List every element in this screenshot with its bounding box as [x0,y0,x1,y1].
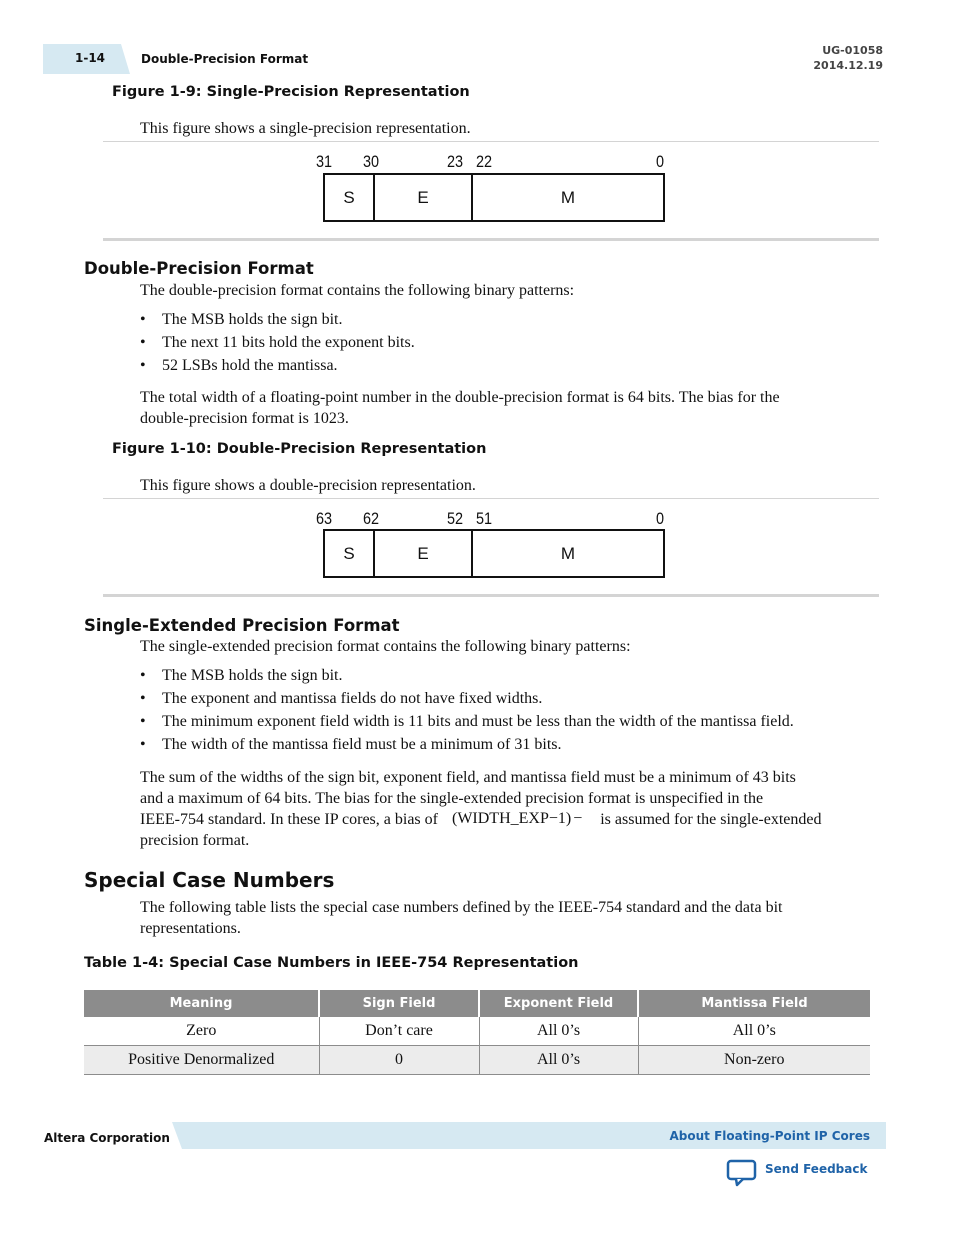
doc-date: 2014.12.19 [813,59,883,72]
double-precision-paragraph [140,387,780,429]
mantissa-field: M [471,531,663,576]
table-header-row [84,990,870,1017]
sign-field: S [343,187,355,207]
special-case-table [84,990,870,1075]
paragraph-line [140,809,860,830]
double-precision-intro: The double-precision format contains the following binary patterns: [140,282,575,299]
single-extended-heading: Single-Extended Precision Format [84,616,400,635]
paragraph-line: double-precision format is 1023. [140,410,349,427]
double-precision-bullets [140,311,415,380]
double-precision-heading: Double-Precision Format [84,259,314,278]
figure-9-diagram [312,152,672,224]
column-header: Exponent Field [479,990,638,1017]
exponent-field: E [373,531,471,576]
bias-exponent: (WIDTH_EXP−1) [451,810,572,827]
bit-label-mant-high: 22 [476,152,493,171]
figure-9-caption: Figure 1-9: Single-Precision Representation [112,84,470,100]
list-item: • The next 11 bits hold the exponent bits. [140,334,415,357]
paragraph-text: IEEE-754 standard. In these IP cores, a bias of [140,811,438,828]
bit-label-lsb: 0 [656,509,665,528]
table-cell: Non-zero [638,1046,870,1075]
list-item: • The minimum exponent field width is 11 bits and must be less than the width of the mantissa field. [140,713,794,736]
list-item: • The MSB holds the sign bit. [140,667,794,690]
table-cell: All 0’s [638,1017,870,1046]
sign-field: S [343,543,355,563]
bit-field-box [323,529,665,578]
special-case-intro [140,897,782,939]
single-extended-paragraph [140,767,860,851]
special-case-heading: Special Case Numbers [84,868,335,892]
mantissa-field: M [471,175,663,220]
chapter-link[interactable]: About Floating-Point IP Cores [669,1129,870,1143]
table-cell: All 0’s [479,1046,638,1075]
table-cell: 0 [319,1046,479,1075]
table-cell: Don’t care [319,1017,479,1046]
paragraph-line: The following table lists the special case numbers defined by the IEEE-754 standard and the data bit [140,899,783,916]
page-number: 1-14 [75,51,106,65]
send-feedback-link[interactable]: Send Feedback [765,1162,868,1176]
paragraph-line: The sum of the widths of the sign bit, exponent field, and mantissa field must be a minimum of 43 bits [140,769,796,786]
list-item: • The width of the mantissa field must be a minimum of 31 bits. [140,736,794,759]
bit-field-box [323,173,665,222]
table-cell: All 0’s [479,1017,638,1046]
doc-id-number: UG-01058 [822,44,883,57]
bit-label-exp-high: 30 [363,152,380,171]
paragraph-text: is assumed for the single-extended [600,811,822,828]
list-item: • The exponent and mantissa fields do not have fixed widths. [140,690,794,713]
single-extended-intro: The single-extended precision format contains the following binary patterns: [140,638,631,655]
figure-9-top-rule [103,141,879,142]
document-id [813,43,883,73]
exponent-field: E [373,175,471,220]
column-header: Sign Field [319,990,479,1017]
figure-10-caption: Figure 1-10: Double-Precision Representation [112,441,487,457]
figure-10-top-rule [103,498,879,499]
running-section-title: Double-Precision Format [141,52,309,66]
table-caption: Table 1-4: Special Case Numbers in IEEE-754 Representation [84,955,579,971]
paragraph-line: The total width of a floating-point number in the double-precision format is 64 bits. The bias for the [140,389,780,406]
figure-10-bottom-rule [103,594,879,597]
figure-10-intro: This figure shows a double-precision representation. [140,477,476,494]
figure-9-intro: This figure shows a single-precision representation. [140,120,471,137]
figure-9-bottom-rule [103,238,879,241]
paragraph-line: representations. [140,920,241,937]
single-extended-bullets [140,667,794,759]
table-cell: Zero [84,1017,319,1046]
bit-label-mant-high: 51 [476,509,493,528]
bit-label-msb: 63 [316,509,333,528]
bit-label-exp-low: 23 [447,152,464,171]
figure-10-diagram [312,509,672,581]
paragraph-line: precision format. [140,832,250,849]
list-item: • 52 LSBs hold the mantissa. [140,357,415,380]
bias-formula [452,808,582,829]
list-item: • The MSB holds the sign bit. [140,311,415,334]
bit-label-exp-low: 52 [447,509,464,528]
column-header: Mantissa Field [638,990,870,1017]
table-row [84,1046,870,1075]
bit-label-exp-high: 62 [363,509,380,528]
table-cell: Positive Denormalized [84,1046,319,1075]
bit-label-lsb: 0 [656,152,665,171]
bit-label-msb: 31 [316,152,333,171]
company-name: Altera Corporation [44,1131,170,1145]
paragraph-line: and a maximum of 64 bits. The bias for the single-extended precision format is unspecified in the [140,790,764,807]
bias-dash: − [573,810,583,827]
speech-bubble-icon[interactable] [726,1159,758,1192]
table-row [84,1017,870,1046]
column-header: Meaning [84,990,319,1017]
